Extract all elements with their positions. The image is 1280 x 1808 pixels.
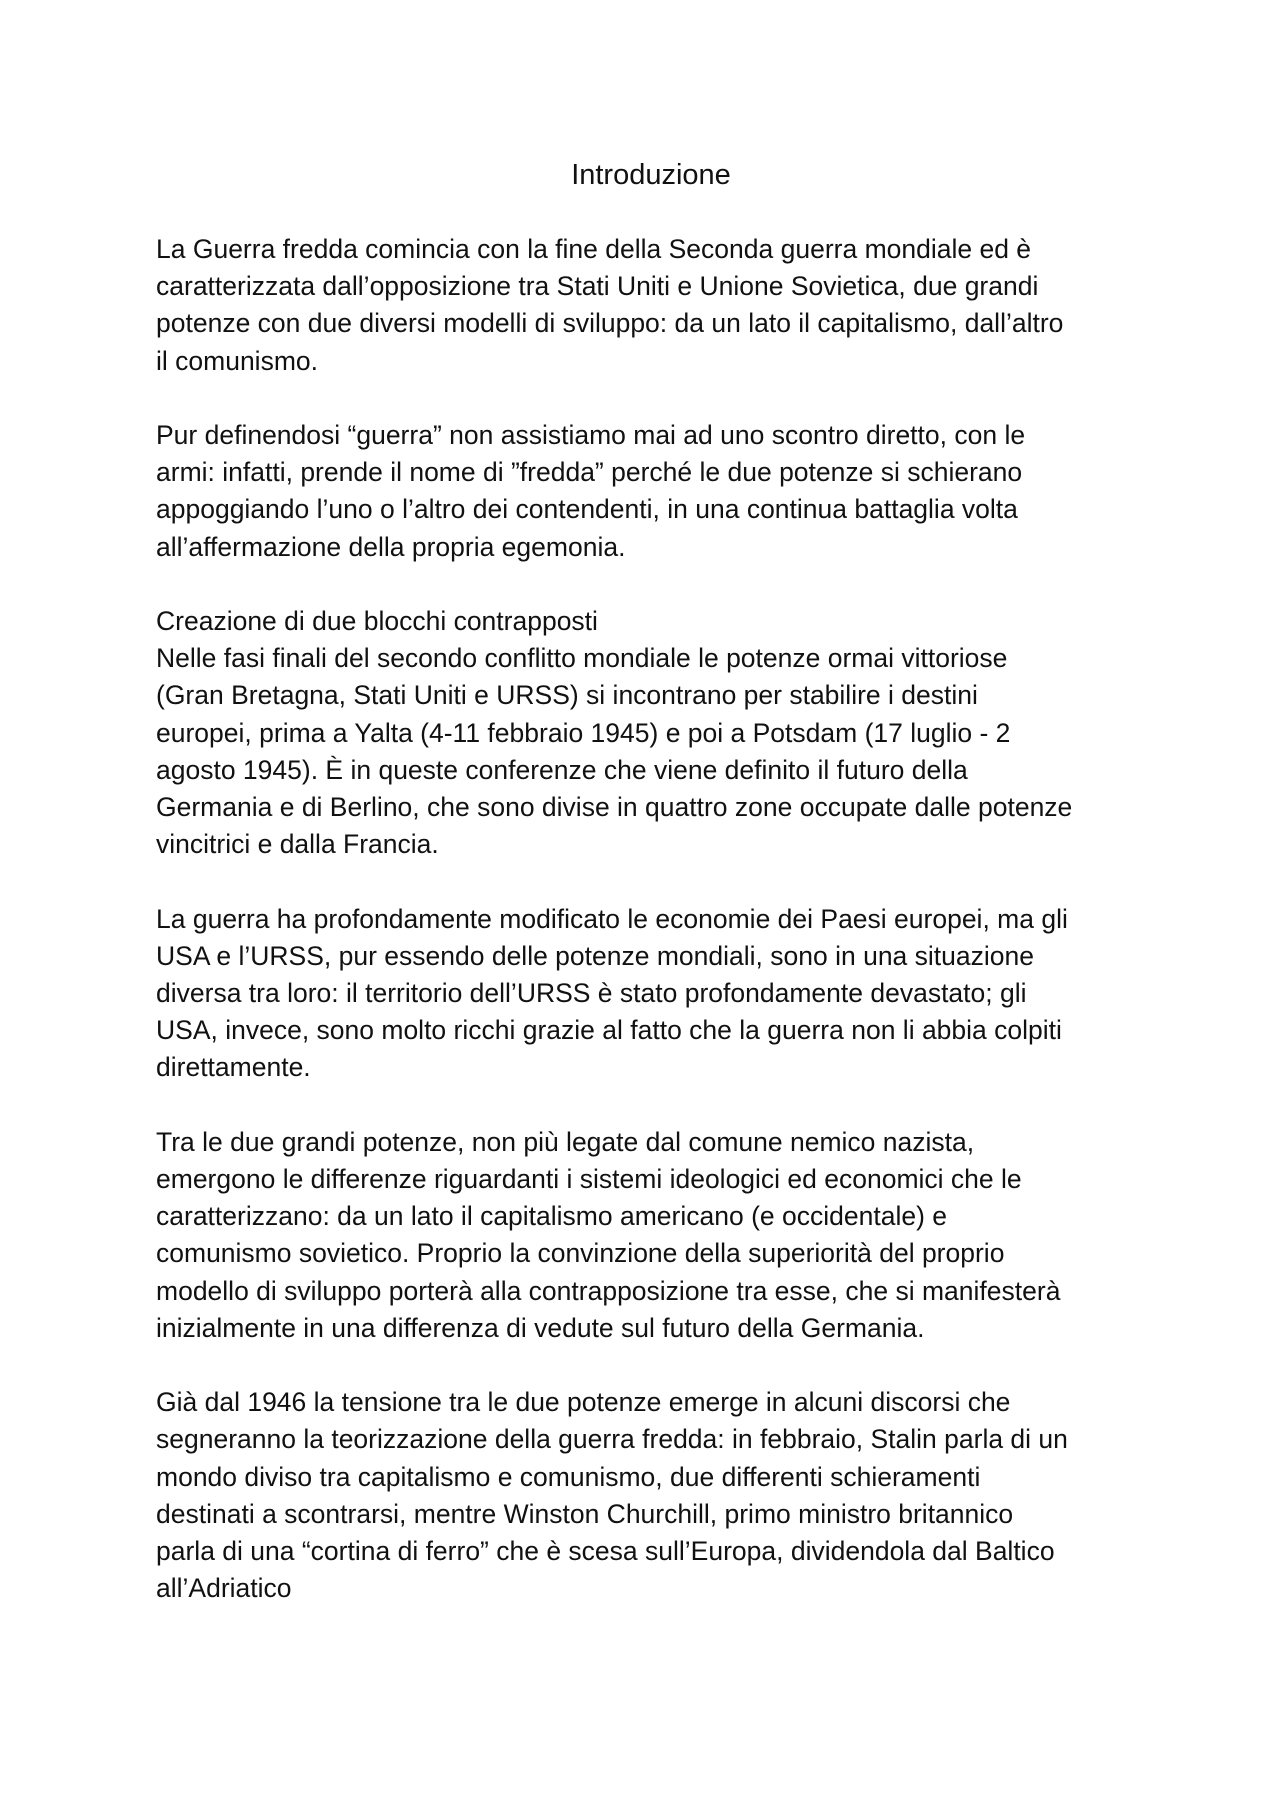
page-title: Introduzione <box>571 159 731 191</box>
text-line: Pur definendosi “guerra” non assistiamo mai ad uno scontro diretto, con le <box>156 420 1026 450</box>
text-line: agosto 1945). È in queste conferenze che viene definito il futuro della <box>156 754 968 785</box>
text-line: all’affermazione della propria egemonia. <box>156 531 626 562</box>
text-line: comunismo sovietico. Proprio la convinzione della superiorità del proprio <box>156 1238 1005 1269</box>
text-line: La Guerra fredda comincia con la fine della Seconda guerra mondiale ed è <box>156 234 1032 264</box>
text-line: il comunismo. <box>156 345 318 376</box>
text-line: emergono le differenze riguardanti i sistemi ideologici ed economici che le <box>156 1164 1022 1195</box>
text-line: (Gran Bretagna, Stati Uniti e URSS) si incontrano per stabilire i destini <box>156 680 978 711</box>
text-line: caratterizzata dall’opposizione tra Stati Uniti e Unione Sovietica, due grandi <box>156 271 1039 302</box>
paragraph <box>156 231 1146 380</box>
section-heading: Creazione di due blocchi contrapposti <box>156 606 598 636</box>
text-line: parla di una “cortina di ferro” che è scesa sull’Europa, dividendola dal Baltico <box>156 1536 1055 1567</box>
text-line: USA e l’URSS, pur essendo delle potenze mondiali, sono in una situazione <box>156 940 1034 971</box>
text-line: vincitrici e dalla Francia. <box>156 829 439 860</box>
text-line: caratterizzano: da un lato il capitalismo americano (e occidentale) e <box>156 1201 947 1232</box>
paragraph <box>156 1124 1146 1347</box>
paragraph <box>156 603 1146 863</box>
paragraph <box>156 417 1146 566</box>
text-line: europei, prima a Yalta (4-11 febbraio 1945) e poi a Potsdam (17 luglio - 2 <box>156 717 1011 748</box>
document-body <box>156 155 1146 1645</box>
text-line: diversa tra loro: il territorio dell’URSS è stato profondamente devastato; gli <box>156 978 1027 1009</box>
text-line: mondo diviso tra capitalismo e comunismo, due differenti schieramenti <box>156 1461 981 1492</box>
text-line: modello di sviluppo porterà alla contrapposizione tra esse, che si manifesterà <box>156 1275 1061 1306</box>
text-line: all’Adriatico <box>156 1573 292 1604</box>
text-line: destinati a scontrarsi, mentre Winston Churchill, primo ministro britannico <box>156 1498 1014 1529</box>
text-line: appoggiando l’uno o l’altro dei contendenti, in una continua battaglia volta <box>156 494 1018 525</box>
text-line: inizialmente in una differenza di vedute sul futuro della Germania. <box>156 1312 925 1343</box>
text-line: direttamente. <box>156 1052 311 1083</box>
text-line: La guerra ha profondamente modificato le economie dei Paesi europei, ma gli <box>156 903 1068 934</box>
paragraph-list <box>156 231 1146 1607</box>
text-line: USA, invece, sono molto ricchi grazie al fatto che la guerra non li abbia colpiti <box>156 1015 1062 1046</box>
text-line: Nelle fasi finali del secondo conflitto mondiale le potenze ormai vittoriose <box>156 643 1008 674</box>
text-line: Tra le due grandi potenze, non più legate dal comune nemico nazista, <box>156 1126 975 1157</box>
paragraph <box>156 901 1146 1087</box>
text-line: armi: infatti, prende il nome di ”fredda” perché le due potenze si schierano <box>156 457 1023 488</box>
text-line: Già dal 1946 la tensione tra le due potenze emerge in alcuni discorsi che <box>156 1387 1011 1418</box>
paragraph <box>156 1384 1146 1607</box>
text-line: Germania e di Berlino, che sono divise in quattro zone occupate dalle potenze <box>156 792 1073 823</box>
text-line: potenze con due diversi modelli di sviluppo: da un lato il capitalismo, dall’altro <box>156 308 1064 339</box>
text-line: segneranno la teorizzazione della guerra fredda: in febbraio, Stalin parla di un <box>156 1424 1068 1455</box>
